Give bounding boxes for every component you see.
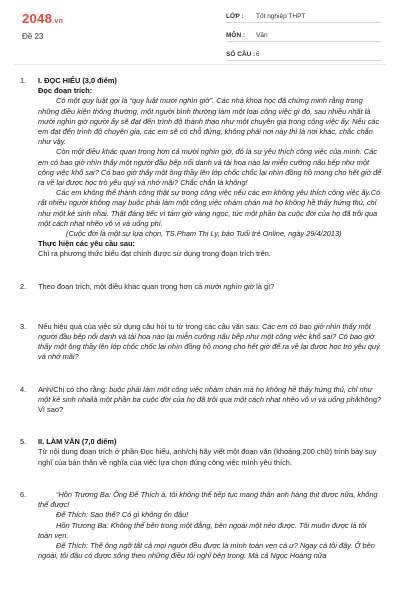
question-text: không? Vì sao?: [38, 394, 382, 415]
question-text: là gì?: [254, 281, 275, 291]
meta-value: Văn: [256, 32, 268, 39]
header-divider: [14, 64, 386, 65]
section-title-writing: II. LÀM VĂN (7,0 điểm): [38, 437, 117, 447]
question-2: [20, 282, 382, 292]
exam-content: [20, 76, 382, 561]
question-body: [38, 490, 382, 561]
question-4: [20, 385, 382, 416]
question-text-italic: Các em có bao giờ nhìn thấy một người đầu bếp nổi danh và tài hoa nào lại miễn cưỡng nấu bếp như một công việc khổ sai? Có bao giờ thấy một ông thầy lên lớp chốc chốc lại nhìn đồng hồ mong cho hết giờ để ra về lại được học trò yêu quý và nhớ mãi?: [38, 321, 380, 362]
question-body: [38, 322, 382, 363]
question-number: 4.: [20, 384, 27, 394]
meta-key: LỚP :: [226, 13, 244, 20]
question-number: 1.: [20, 76, 27, 85]
meta-key: SỐ CÂU :: [226, 51, 256, 58]
exam-number: Đề 23: [22, 32, 44, 41]
question-text-italic: một phần ba cuộc đời của họ đã trôi qua một cách nhạt nhẽo vô vị và uổng phí: [99, 394, 357, 404]
dialogue-line: Hồn Trương Ba: Không thể bên trong một đằng, bên ngoài một nẻo được. Tôi muốn được là tôi toàn vẹn.: [38, 520, 367, 540]
meta-value: 6: [256, 51, 260, 58]
question-body: [38, 282, 382, 292]
excerpt-paragraph-2: Còn một điều khác quan trọng hơn cả mười nghìn giờ, đó là sự yêu thích công việc của mình. Các em có bao giờ nhìn thấy một người đầu bếp nổi danh và tài hoa nào lại miễn cưỡng nấu bếp như một công việc khổ sai? Có bao giờ thấy một ông thầy lên lớp chốc chốc lại nhìn đồng hồ mong cho hết giờ để ra về lại được học trò yêu quý và nhớ mãi? Chắc chắn là không!: [38, 147, 382, 188]
exam-meta-table: [226, 8, 382, 65]
question-text: Theo đoạn trích, một điều khác quan trọng hơn cả: [38, 281, 205, 291]
section-title-reading: I. ĐỌC HIỂU (3,0 điểm): [38, 76, 117, 85]
question-number: 3.: [20, 321, 27, 331]
meta-row-subject: [226, 27, 382, 42]
dialogue-line: Đế Thích: Sao thế? Có gì không ổn đâu!: [56, 510, 189, 520]
question-text: Anh/Chị có cho rằng:: [38, 384, 110, 394]
dialogue-line: “Hồn Trương Ba: Ông Đế Thích à, tôi không thể tiếp tục mang thân anh hàng thịt được nữa, không thể được!: [38, 489, 378, 510]
meta-row-class: [226, 8, 382, 23]
question-number: 6.: [20, 489, 27, 499]
question-text-italic: mười nghìn giờ: [204, 281, 255, 291]
document-header: [0, 0, 400, 62]
question-body: [38, 385, 382, 416]
task-text: Chỉ ra phương thức biểu đạt chính được sử dụng trong đoạn trích trên.: [38, 249, 271, 259]
task-label: Thực hiện các yêu cầu sau:: [38, 239, 135, 249]
meta-row-count: [226, 46, 382, 61]
question-number: 5.: [20, 437, 27, 447]
excerpt-paragraph-1: Có một quy luật gọi là “quy luật mười nghìn giờ”. Các nhà khoa học đã chứng minh rằng trong những điều kiện thông thường, một người bình thường làm một loại công việc gì đó, sau nhiều nhất là mười nghìn giờ người ấy sẽ đạt đến trình độ thành thạo như một chuyên gia trong công việc ấy. Nếu các em đạt đến trình độ chuyên gia, các em sẽ có chỗ đứng, không phải nơi này thì là nơi khác, chắc chắn như vậy.: [38, 96, 380, 147]
dialogue-line: Đế Thích: Thế ông ngỡ tất cả mọi người đều được là mình toàn vẹn cả ư? Ngay cả tôi đây. Ở bên ngoài, tôi đâu có được sống theo những điều tôi nghĩ bên trong. Mà cả Ngọc Hoàng nữa: [38, 540, 375, 561]
question-text-italic: buộc phải làm một công việc nhàm chán mà họ không hề thấy hứng thú, chỉ như một kẻ sinh nhai: [38, 384, 373, 404]
question-5: [20, 437, 382, 468]
question-3: [20, 322, 382, 363]
question-text: là: [91, 394, 100, 404]
excerpt-source: (Cuộc đời là một sự lựa chọn, TS.Phạm Thị Ly, báo Tuổi trẻ Online, ngày 29/4/2013): [66, 229, 342, 239]
question-text: Nếu hiệu quả của việc sử dụng câu hỏi tu từ trong các câu văn sau:: [38, 321, 262, 331]
read-label: Đọc đoạn trích:: [38, 86, 93, 96]
meta-value: Tốt nghiệp THPT: [256, 13, 306, 20]
question-number: 2.: [20, 281, 27, 291]
question-text: Từ nội dung đoạn trích ở phần Đọc hiểu, anh/chị hãy viết một đoạn văn (khoảng 200 chữ) trình bày suy nghĩ của bản thân về nghĩa của việc lựa chọn đúng công việc mình yêu thích.: [38, 447, 377, 467]
meta-key: MÔN :: [226, 32, 246, 39]
question-body: [38, 437, 382, 468]
question-1: [20, 76, 382, 260]
excerpt-paragraph-3: Các em không thể thành công thật sự trong công việc nếu các em không yêu thích công việc ấy.Có rất nhiều người không may buộc phải làm một công việc nhàm chán mà họ không hề thấy hứng thú, chỉ như một kẻ sinh nhai. Thật đáng tiếc vì tám giờ vàng ngọc, tức một phần ba cuộc đời của họ đã trôi qua một cách nhạt nhẽo vô vị và uổng phí.: [38, 188, 381, 228]
site-logo[interactable]: 2048.vn: [22, 11, 64, 26]
question-6: [20, 490, 382, 561]
question-body: [38, 76, 382, 260]
